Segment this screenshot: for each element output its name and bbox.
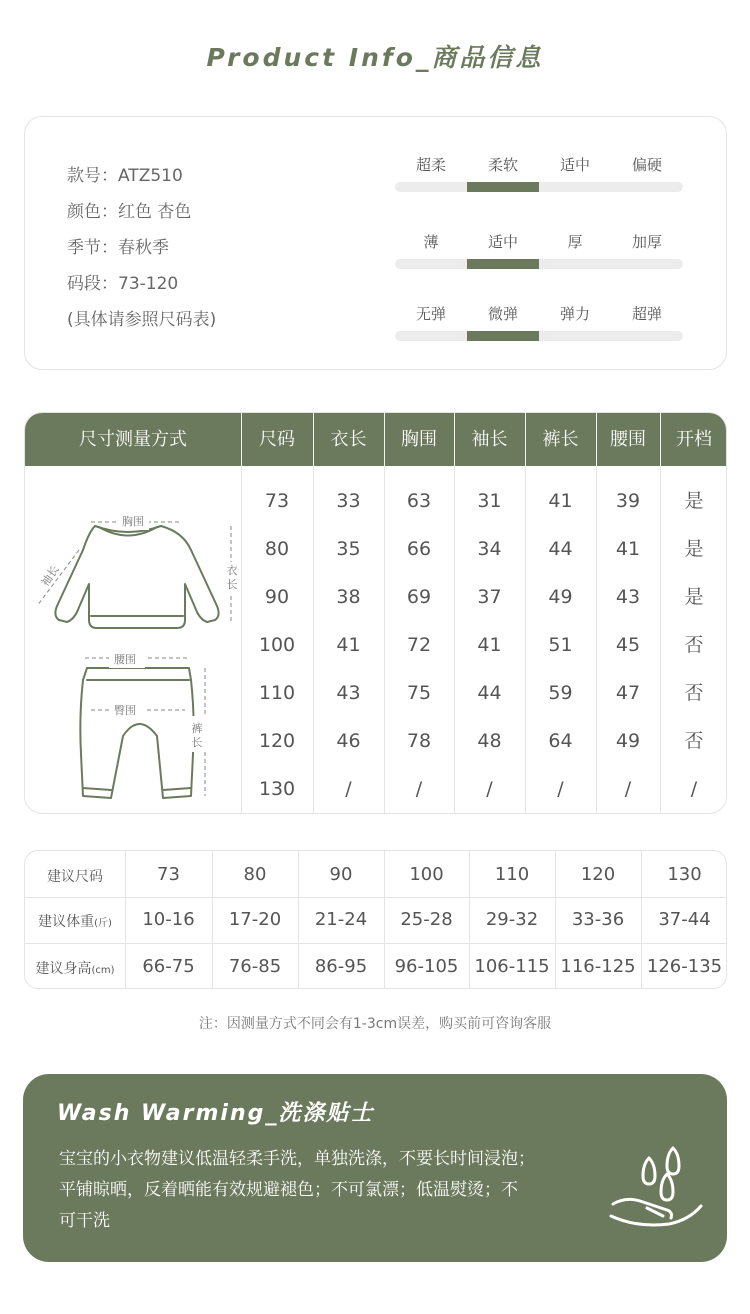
pants-outline [80, 668, 193, 798]
pants-length-label: 裤 [191, 722, 203, 735]
size-cell: 80 [264, 538, 290, 560]
size-cell: 78 [406, 730, 432, 752]
measurement-diagram [25, 466, 241, 814]
size-cell: 44 [477, 682, 502, 704]
recommend-cell: 17-20 [228, 909, 282, 930]
size-cell: 43 [615, 586, 641, 608]
size-cell: 41 [615, 538, 641, 560]
size-cell: 38 [336, 586, 361, 608]
size-cell: 37 [477, 586, 502, 608]
recommend-table [24, 850, 727, 989]
row-divider [25, 943, 727, 944]
size-cell: 66 [406, 538, 432, 560]
size-cell: 48 [477, 730, 502, 752]
recommend-cell: 120 [580, 864, 616, 885]
header-divider [525, 413, 526, 466]
size-cell: 否 [684, 634, 704, 656]
style-number: 款号：ATZ510 [67, 166, 183, 186]
size-cell: 44 [548, 538, 573, 560]
size-cell: 是 [684, 538, 704, 560]
sweater-outline [55, 526, 218, 628]
header-divider [384, 413, 385, 466]
size-cell: 41 [477, 634, 502, 656]
scale-label: 薄 [423, 233, 439, 251]
product-info-card [24, 116, 727, 370]
header-divider [313, 413, 314, 466]
size-cell: 41 [548, 490, 573, 512]
recommend-cell: 33-36 [571, 909, 625, 930]
scale-label: 弹力 [559, 305, 590, 323]
waist-label: 腰围 [114, 653, 136, 666]
recommend-cell: 126-135 [646, 956, 723, 977]
recommend-cell: 116-125 [560, 956, 636, 977]
size-cell: 130 [258, 778, 296, 800]
size-cell: / [624, 778, 632, 800]
thickness-scale [395, 231, 683, 269]
size-cell: 120 [258, 730, 296, 752]
size-cell: 51 [548, 634, 573, 656]
sleeve-label: 袖长 [38, 563, 62, 589]
label-text: 建议身高 [35, 961, 92, 977]
size-cell: 41 [336, 634, 361, 656]
scale-indicator [467, 182, 539, 192]
recommend-cell: 73 [157, 864, 180, 885]
header-divider [660, 413, 661, 466]
label-text: 建议尺码 [47, 869, 103, 885]
wash-text-line: 可干洗 [59, 1211, 110, 1231]
label-unit: (斤) [94, 918, 112, 929]
header-sleeve: 袖长 [471, 429, 508, 450]
scale-indicator [467, 331, 539, 341]
recommend-cell: 21-24 [314, 909, 368, 930]
header-top-length: 衣长 [330, 429, 367, 450]
header-divider [596, 413, 597, 466]
wash-text-line: 平铺晾晒，反着晒能有效规避褪色；不可氯漂；低温熨烫；不 [59, 1180, 518, 1200]
row-divider [25, 897, 727, 898]
recommend-row-label [25, 958, 125, 978]
size-cell: 39 [615, 490, 641, 512]
scale-label: 微弹 [487, 305, 518, 323]
recommend-cell: 76-85 [228, 956, 282, 977]
size-cell: 否 [684, 730, 704, 752]
size-cell: 90 [264, 586, 290, 608]
recommend-cell: 90 [329, 864, 353, 885]
size-cell: 63 [406, 490, 432, 512]
scale-track [395, 182, 683, 192]
wash-text-line: 宝宝的小衣物建议低温轻柔手洗，单独洗涤，不要长时间浸泡； [59, 1149, 535, 1169]
size-cell: 64 [548, 730, 573, 752]
size-cell: 否 [684, 682, 704, 704]
recommend-cell: 96-105 [394, 956, 459, 977]
recommend-row-label [25, 911, 125, 931]
wash-title: Wash Warming_洗涤贴士 [57, 1101, 375, 1126]
recommend-cell: 80 [243, 864, 267, 885]
scale-indicator [467, 259, 539, 269]
recommend-cell: 37-44 [658, 909, 711, 930]
recommend-cell: 100 [409, 864, 444, 885]
recommend-row-label [25, 866, 125, 886]
recommend-cell: 86-95 [314, 956, 368, 977]
size-cell: 47 [615, 682, 641, 704]
recommend-cell: 66-75 [142, 956, 195, 977]
size-table [24, 412, 727, 814]
size-cell: / [415, 778, 423, 800]
measurement-note: 注：因测量方式不同会有1-3cm误差，购买前可咨询客服 [198, 1016, 552, 1032]
scale-label: 适中 [487, 233, 518, 251]
size-range-info: 码段：73-120 [67, 274, 179, 294]
recommend-cell: 29-32 [485, 909, 539, 930]
size-cell: 73 [264, 490, 290, 512]
page-title: Product Info_商品信息 [206, 43, 544, 72]
header-chest: 胸围 [401, 429, 437, 450]
size-cell: 49 [615, 730, 641, 752]
header-divider [241, 413, 242, 466]
size-cell: 100 [258, 634, 296, 656]
softness-scale [395, 154, 683, 192]
scale-label: 无弹 [415, 305, 446, 323]
recommend-cell: 110 [494, 864, 530, 885]
size-cell: / [557, 778, 564, 800]
season-info: 季节：春秋季 [67, 238, 169, 258]
scale-label: 偏硬 [631, 156, 662, 174]
wash-tips-card [23, 1074, 727, 1262]
header-measure-method: 尺寸测量方式 [79, 429, 187, 450]
size-cell: 31 [477, 490, 502, 512]
header-size: 尺码 [259, 429, 295, 450]
size-cell: 是 [684, 586, 704, 608]
scale-label: 加厚 [631, 233, 662, 251]
header-waist: 腰围 [610, 429, 646, 450]
size-cell: 75 [406, 682, 432, 704]
header-pants-length: 裤长 [542, 429, 579, 450]
size-chart-note: (具体请参照尺码表) [67, 310, 217, 330]
recommend-cell: 25-28 [400, 909, 453, 930]
scale-label: 超弹 [631, 305, 662, 323]
size-cell: 59 [548, 682, 573, 704]
header-divider [454, 413, 455, 466]
scale-label: 厚 [567, 233, 583, 251]
size-cell: 43 [336, 682, 361, 704]
size-cell: 45 [615, 634, 641, 656]
size-cell: 33 [336, 490, 361, 512]
color-info: 颜色：红色 杏色 [67, 202, 192, 222]
size-cell: 49 [548, 586, 573, 608]
scale-label: 适中 [559, 156, 590, 174]
scale-track [395, 331, 683, 341]
length-label: 长 [226, 578, 238, 591]
size-cell: 72 [406, 634, 432, 656]
label-unit: (cm) [91, 965, 115, 976]
size-cell: 35 [336, 538, 361, 560]
size-cell: 110 [258, 682, 296, 704]
hand-wash-icon [607, 1146, 707, 1232]
length-label: 衣 [226, 564, 238, 577]
scale-label: 柔软 [487, 156, 518, 174]
pants-cuffs [83, 788, 191, 790]
size-cell: 46 [336, 730, 361, 752]
header-open-crotch: 开档 [676, 429, 712, 450]
chest-label: 胸围 [122, 515, 144, 528]
size-table-header [25, 413, 727, 466]
size-cell: 34 [477, 538, 502, 560]
pants-length-label: 长 [191, 736, 203, 749]
size-cell: / [345, 778, 352, 800]
hip-label: 臀围 [114, 704, 136, 717]
size-cell: / [690, 778, 698, 800]
label-text: 建议体重 [38, 914, 95, 930]
scale-label: 超柔 [415, 156, 446, 174]
recommend-cell: 10-16 [142, 909, 195, 930]
size-cell: 69 [406, 586, 432, 608]
scale-track [395, 259, 683, 269]
size-cell: 是 [684, 490, 704, 512]
size-cell: / [486, 778, 493, 800]
elasticity-scale [395, 303, 683, 341]
recommend-cell: 130 [667, 864, 702, 885]
recommend-cell: 106-115 [474, 956, 550, 977]
